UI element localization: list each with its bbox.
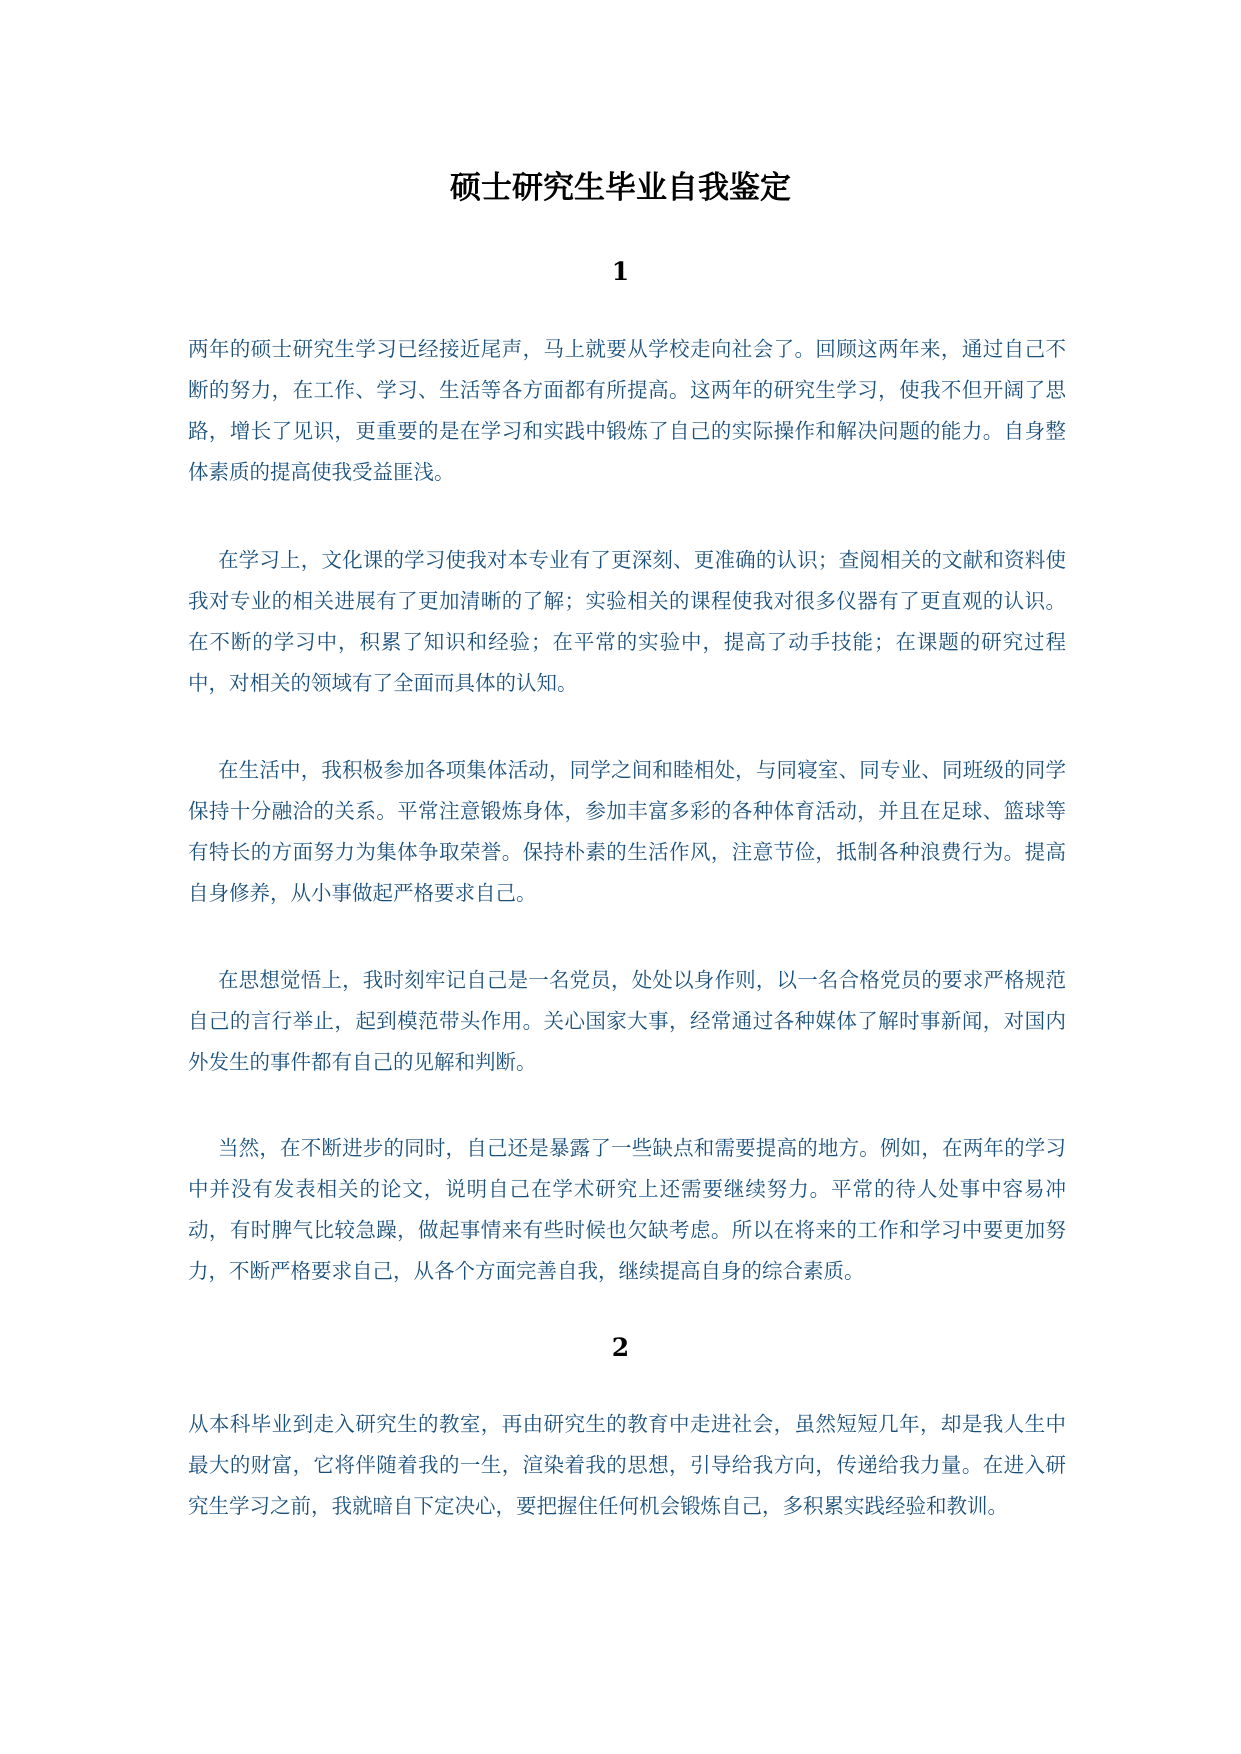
paragraph: 在思想觉悟上，我时刻牢记自己是一名党员，处处以身作则，以一名合格党员的要求严格规范自己的言行举止，起到模范带头作用。关心国家大事，经常通过各种媒体了解时事新闻，对国内外发生的事件都有自己的见解和判断。 — [188, 968, 1066, 1074]
paragraph: 在生活中，我积极参加各项集体活动，同学之间和睦相处，与同寝室、同专业、同班级的同学保持十分融洽的关系。平常注意锻炼身体，参加丰富多彩的各种体育活动，并且在足球、篮球等有特长的方面努力为集体争取荣誉。保持朴素的生活作风，注意节俭，抵制各种浪费行为。提高自身修养，从小事做起严格要求自己。 — [188, 758, 1066, 905]
paragraph: 两年的硕士研究生学习已经接近尾声，马上就要从学校走向社会了。回顾这两年来，通过自己不断的努力，在工作、学习、生活等各方面都有所提高。这两年的研究生学习，使我不但开阔了思路，增长了见识，更重要的是在学习和实践中锻炼了自己的实际操作和解决问题的能力。自身整体素质的提高使我受益匪浅。 — [188, 337, 1066, 484]
paragraph: 当然，在不断进步的同时，自己还是暴露了一些缺点和需要提高的地方。例如，在两年的学习中并没有发表相关的论文，说明自己在学术研究上还需要继续努力。平常的待人处事中容易冲动，有时脾气比较急躁，做起事情来有些时候也欠缺考虑。所以在将来的工作和学习中要更加努力，不断严格要求自己，从各个方面完善自我，继续提高自身的综合素质。 — [188, 1136, 1066, 1283]
document-title: 硕士研究生毕业自我鉴定 — [450, 170, 791, 206]
section-number-2: 2 — [611, 1333, 630, 1362]
paragraph: 从本科毕业到走入研究生的教室，再由研究生的教育中走进社会，虽然短短几年，却是我人生中最大的财富，它将伴随着我的一生，渲染着我的思想，引导给我方向，传递给我力量。在进入研究生学习之前，我就暗自下定决心，要把握住任何机会锻炼自己，多积累实践经验和教训。 — [188, 1412, 1066, 1518]
section-number-1: 1 — [611, 257, 630, 286]
paragraph: 在学习上，文化课的学习使我对本专业有了更深刻、更准确的认识；查阅相关的文献和资料使我对专业的相关进展有了更加清晰的了解；实验相关的课程使我对很多仪器有了更直观的认识。在不断的学习中，积累了知识和经验；在平常的实验中，提高了动手技能；在课题的研究过程中，对相关的领域有了全面而具体的认知。 — [188, 548, 1066, 695]
